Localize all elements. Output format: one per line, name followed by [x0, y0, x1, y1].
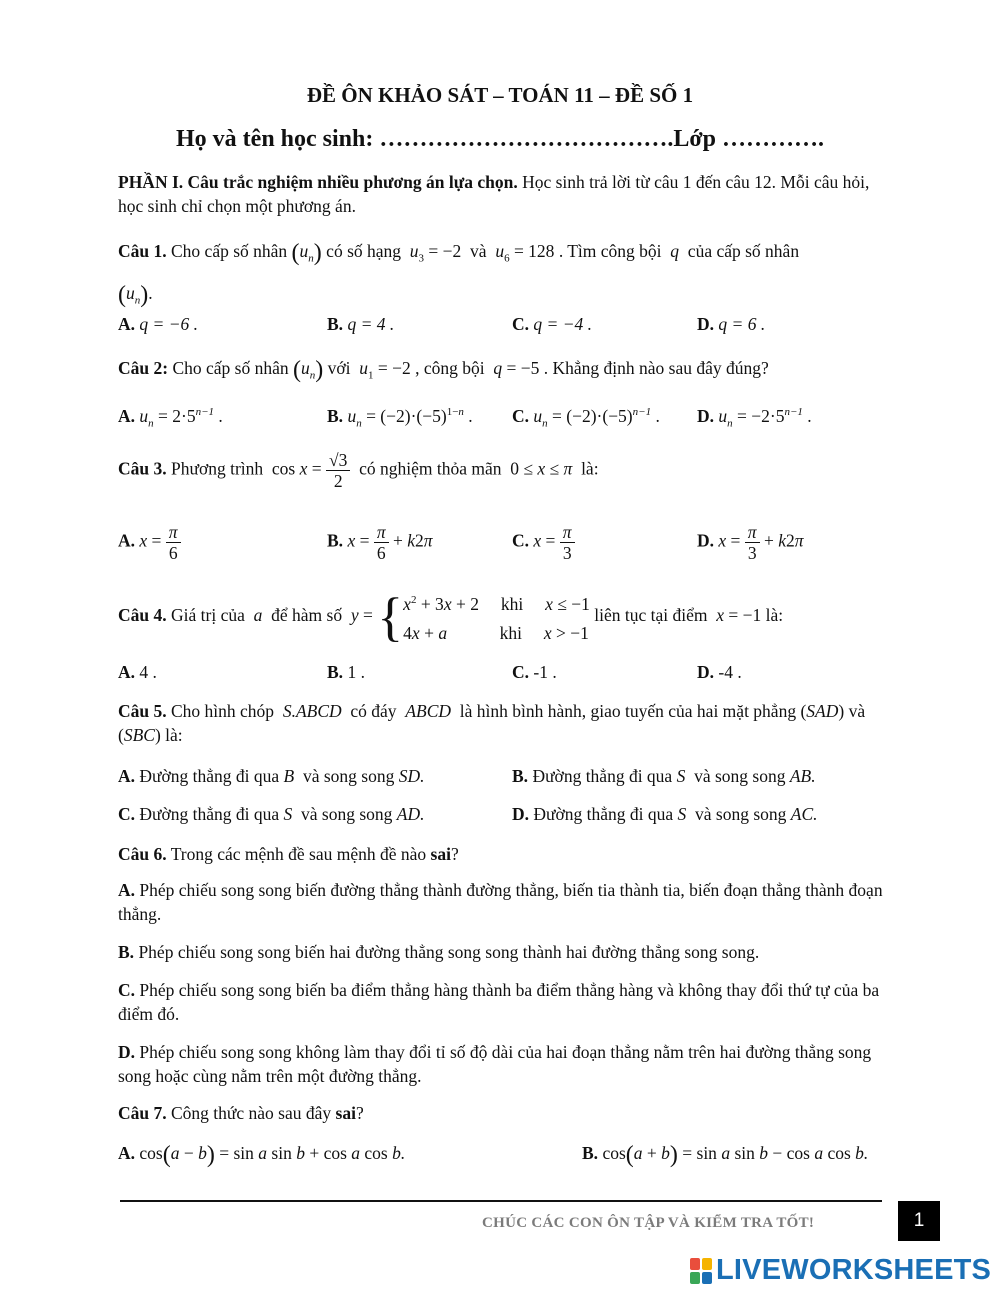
q4-text: là:: [765, 604, 784, 625]
question-4: Câu 4. Giá trị của a để hàm số y = { $x^2 + 3x + 2$ khi x ≤ −1 4x + a khi x > −1 liên tục tại điểm x = −1 là:: [118, 586, 784, 647]
q2-option-a[interactable]: A. $u_n = 2\cdot 5^{n-1}$ .: [118, 406, 223, 430]
question-1: Câu 1. Cho cấp số nhân $(u_n)$ có số hạng $u_3 = -2$ và $u_6 = 128$ . Tìm công bội q của cấp số nhân $(u_n)$.: [118, 240, 800, 308]
q1-text: của cấp số nhân: [687, 241, 800, 261]
q2-option-c[interactable]: C. $u_n = (-2)\cdot(-5)^{n-1}$ .: [512, 406, 660, 430]
q1-option-a[interactable]: A. q = −6 .: [118, 314, 199, 334]
q3-option-d[interactable]: D. x = $\frac{\pi}{3}$ + k2π: [697, 522, 804, 563]
part1-heading: PHẦN I. Câu trắc nghiệm nhiều phương án lựa chọn.: [118, 172, 518, 192]
q1-option-c[interactable]: C. q = −4 .: [512, 314, 593, 334]
q3-text: là:: [581, 458, 599, 479]
page-number: 1: [898, 1201, 940, 1241]
q6-label: Câu 6.: [118, 844, 167, 864]
part1-instruction: Học sinh trả lời từ câu 1 đến câu 12. Mỗi câu hỏi, học sinh chỉ chọn một phương án.: [118, 172, 870, 216]
q3-option-a[interactable]: A. x = $\frac{\pi}{6}$: [118, 522, 181, 563]
q3-option-b[interactable]: B. x = $\frac{\pi}{6}$ + k2π: [327, 522, 433, 563]
q4-label: Câu 4.: [118, 604, 167, 625]
q4-text: Giá trị của: [171, 604, 245, 625]
q5-label: Câu 5.: [118, 701, 167, 721]
liveworksheets-wordmark: LIVEWORKSHEETS: [716, 1254, 992, 1286]
q1-text: Cho cấp số nhân: [171, 241, 288, 261]
q1-text: và: [470, 241, 487, 261]
q1-text: . Tìm công bội: [558, 241, 662, 261]
q2-text: với: [327, 358, 351, 378]
q4-option-c[interactable]: C. -1 .: [512, 662, 557, 682]
q7-label: Câu 7.: [118, 1103, 167, 1123]
q1-label: Câu 1.: [118, 241, 167, 261]
q7-option-b[interactable]: B. cos(a + b) = sin a sin b − cos a cos b.: [582, 1142, 869, 1168]
q2-text: . Khẳng định nào sau đây đúng?: [543, 358, 769, 378]
question-3: Câu 3. Phương trình cos x = $\frac{√3}{2}$ có nghiệm thỏa mãn 0 ≤ x ≤ π là:: [118, 450, 599, 491]
q2-label: Câu 2:: [118, 358, 169, 378]
q5-text: và: [848, 701, 866, 721]
q2-option-b[interactable]: B. $u_n = (-2)\cdot(-5)^{1-n}$ .: [327, 406, 473, 430]
q7-text: Công thức nào sau đây: [171, 1103, 332, 1123]
q3-label: Câu 3.: [118, 458, 167, 479]
q2-text: , công bội: [415, 358, 485, 378]
liveworksheets-logo-icon: [690, 1258, 712, 1284]
q3-text: Phương trình: [171, 458, 264, 479]
q1-text: có số hạng: [326, 241, 402, 261]
student-info-line: Họ và tên học sinh: ……………………………….Lớp ………….: [176, 126, 824, 152]
q6-option-d[interactable]: D. Phép chiếu song song không làm thay đổi tỉ số độ dài của hai đoạn thẳng nằm trên hai đường thẳng song song hoặc cùng nằm trên một đường thẳng.: [118, 1042, 872, 1086]
q4-option-d[interactable]: D. -4 .: [697, 662, 742, 682]
q4-option-b[interactable]: B. 1 .: [327, 662, 365, 682]
question-6: Câu 6. Trong các mệnh đề sau mệnh đề nào sai?: [118, 844, 459, 864]
q5-text: có đáy: [350, 701, 397, 721]
q4-text: liên tục tại điểm: [594, 604, 708, 625]
q5-option-c[interactable]: C. Đường thẳng đi qua S và song song AD.: [118, 804, 425, 824]
liveworksheets-brand[interactable]: [690, 1254, 991, 1287]
q6-text: Trong các mệnh đề sau mệnh đề nào: [170, 844, 427, 864]
q5-option-b[interactable]: B. Đường thẳng đi qua S và song song AB.: [512, 766, 816, 786]
q7-emphasis: sai: [335, 1103, 356, 1123]
q2-option-d[interactable]: D. $u_n = -2\cdot 5^{n-1}$ .: [697, 406, 812, 430]
q5-option-a[interactable]: A. Đường thẳng đi qua B và song song SD.: [118, 766, 425, 786]
part1-intro: [118, 170, 888, 218]
q7-option-a[interactable]: A. cos(a − b) = sin a sin b + cos a cos b.: [118, 1142, 406, 1168]
q6-option-a[interactable]: A. Phép chiếu song song biến đường thẳng thành đường thẳng, biến tia thành tia, biến đoạn thẳng thành đoạn thẳng.: [118, 880, 883, 924]
q6-option-c[interactable]: C. Phép chiếu song song biến ba điểm thẳng hàng thành ba điểm thẳng hàng và không thay đổi thứ tự của ba điểm đó.: [118, 980, 880, 1024]
q1-option-d[interactable]: D. q = 6 .: [697, 314, 766, 334]
q5-text: Cho hình chóp: [171, 701, 275, 721]
q1-option-b[interactable]: B. q = 4 .: [327, 314, 395, 334]
q5-option-d[interactable]: D. Đường thẳng đi qua S và song song AC.: [512, 804, 818, 824]
q3-text: có nghiệm thỏa mãn: [359, 458, 502, 479]
q3-option-c[interactable]: C. x = $\frac{\pi}{3}$: [512, 522, 575, 563]
q6-option-b[interactable]: B. Phép chiếu song song biến hai đường thẳng song song thành hai đường thẳng song song.: [118, 942, 760, 962]
question-7: Câu 7. Công thức nào sau đây sai?: [118, 1103, 364, 1123]
q2-text: Cho cấp số nhân: [172, 358, 289, 378]
q4-option-a[interactable]: A. 4 .: [118, 662, 157, 682]
footer-divider: [120, 1200, 882, 1202]
q5-text: là:: [165, 725, 183, 745]
footer-message: CHÚC CÁC CON ÔN TẬP VÀ KIỂM TRA TỐT!: [482, 1215, 815, 1231]
q5-text: là hình bình hành, giao tuyến của hai mặt phẳng: [459, 701, 797, 721]
question-5: Câu 5. Cho hình chóp S.ABCD có đáy ABCD là hình bình hành, giao tuyến của hai mặt phẳng (SAD) và (SBC) là:: [118, 701, 866, 745]
q4-text: để hàm số: [271, 604, 343, 625]
question-2: Câu 2: Cho cấp số nhân $(u_n)$ với $u_1 = -2$ , công bội q = −5 . Khẳng định nào sau đây đúng?: [118, 357, 769, 383]
q6-emphasis: sai: [430, 844, 451, 864]
page-title: ĐỀ ÔN KHẢO SÁT – TOÁN 11 – ĐỀ SỐ 1: [306, 83, 694, 107]
